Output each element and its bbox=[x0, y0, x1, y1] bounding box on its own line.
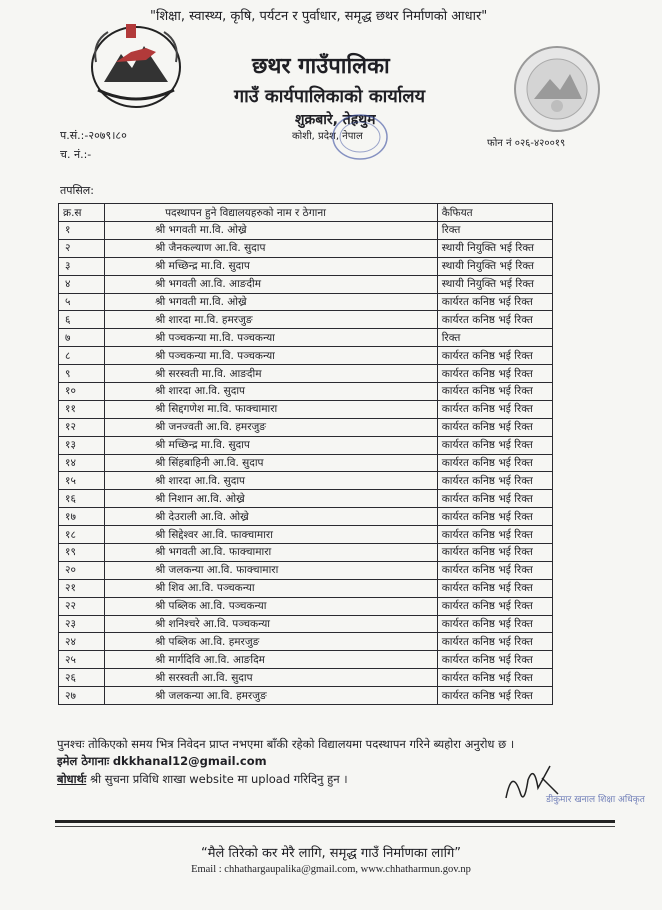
row-serial: ७ bbox=[59, 329, 105, 347]
row-school: श्री सरस्वती मा.वि. आङदीम bbox=[105, 365, 438, 383]
table-row bbox=[59, 222, 553, 240]
row-school: श्री निशान आ.वि. ओख्रे bbox=[105, 490, 438, 508]
row-remarks: कार्यरत कनिष्ठ भई रिक्त bbox=[437, 383, 552, 401]
row-remarks: कार्यरत कनिष्ठ भई रिक्त bbox=[437, 687, 552, 705]
row-remarks: कार्यरत कनिष्ठ भई रिक्त bbox=[437, 544, 552, 562]
row-remarks: कार्यरत कनिष्ठ भई रिक्त bbox=[437, 400, 552, 418]
header-serial: क्र.स bbox=[59, 204, 105, 222]
row-school: श्री मच्छिन्द्र मा.वि. सुदाप bbox=[105, 257, 438, 275]
row-remarks: कार्यरत कनिष्ठ भई रिक्त bbox=[437, 508, 552, 526]
row-school: श्री सिद्देश्वर आ.वि. फाक्चामारा bbox=[105, 526, 438, 544]
row-remarks: कार्यरत कनिष्ठ भई रिक्त bbox=[437, 365, 552, 383]
details-label: तपसिल: bbox=[60, 184, 94, 197]
row-remarks: कार्यरत कनिष्ठ भई रिक्त bbox=[437, 615, 552, 633]
row-serial: १५ bbox=[59, 472, 105, 490]
table-row bbox=[59, 615, 553, 633]
row-remarks: कार्यरत कनिष्ठ भई रिक्त bbox=[437, 597, 552, 615]
table-row bbox=[59, 669, 553, 687]
row-serial: १३ bbox=[59, 436, 105, 454]
row-serial: ३ bbox=[59, 257, 105, 275]
row-serial: ५ bbox=[59, 293, 105, 311]
phone-number: फोन नं ०२६-४२००१९ bbox=[487, 138, 566, 149]
row-serial: २६ bbox=[59, 669, 105, 687]
table-row bbox=[59, 633, 553, 651]
row-remarks: स्थायी नियुक्ति भई रिक्त bbox=[437, 239, 552, 257]
signature-stamp-text: डीकुमार खनाल शिक्षा अधिकृत bbox=[546, 795, 645, 805]
row-serial: १८ bbox=[59, 526, 105, 544]
header-school: पदस्थापन हुने विद्यालयहरुको नाम र ठेगाना bbox=[105, 204, 438, 222]
motto-tagline: "शिक्षा, स्वास्थ्य, कृषि, पर्यटन र पुर्वाधार, समृद्ध छथर निर्माणको आधार" bbox=[150, 9, 488, 24]
row-school: श्री भगवती मा.वि. ओख्रे bbox=[105, 293, 438, 311]
email-label: इमेल ठेगानाः bbox=[57, 754, 110, 768]
footer-divider-thin bbox=[55, 826, 615, 827]
row-serial: २४ bbox=[59, 633, 105, 651]
row-remarks: कार्यरत कनिष्ठ भई रिक्त bbox=[437, 347, 552, 365]
row-school: श्री शारदा मा.वि. हमरजुङ bbox=[105, 311, 438, 329]
row-remarks: कार्यरत कनिष्ठ भई रिक्त bbox=[437, 418, 552, 436]
row-serial: १० bbox=[59, 383, 105, 401]
row-remarks: स्थायी नियुक्ति भई रिक्त bbox=[437, 257, 552, 275]
row-school: श्री देउराली आ.वि. ओख्रे bbox=[105, 508, 438, 526]
row-school: श्री जैनकल्याण आ.वि. सुदाप bbox=[105, 239, 438, 257]
row-school: श्री भगवती आ.वि. आङदीम bbox=[105, 275, 438, 293]
row-school: श्री शारदा आ.वि. सुदाप bbox=[105, 383, 438, 401]
row-school: श्री जलकन्या आ.वि. फाक्चामारा bbox=[105, 561, 438, 579]
row-remarks: कार्यरत कनिष्ठ भई रिक्त bbox=[437, 579, 552, 597]
location-line-1: शुक्रबारे, तेह्रथुम bbox=[295, 112, 376, 128]
table-row bbox=[59, 400, 553, 418]
table-row bbox=[59, 275, 553, 293]
table-row bbox=[59, 454, 553, 472]
table-row bbox=[59, 239, 553, 257]
row-school: श्री पञ्चकन्या मा.वि. पञ्चकन्या bbox=[105, 347, 438, 365]
row-remarks: रिक्त bbox=[437, 222, 552, 240]
table-row bbox=[59, 365, 553, 383]
row-serial: ११ bbox=[59, 400, 105, 418]
table-row bbox=[59, 347, 553, 365]
row-serial: २ bbox=[59, 239, 105, 257]
row-remarks: कार्यरत कनिष्ठ भई रिक्त bbox=[437, 293, 552, 311]
row-school: श्री शनिश्चरे आ.वि. पञ्चकन्या bbox=[105, 615, 438, 633]
row-school: श्री मच्छिन्द्र मा.वि. सुदाप bbox=[105, 436, 438, 454]
round-seal-stamp bbox=[512, 44, 602, 134]
row-remarks: कार्यरत कनिष्ठ भई रिक्त bbox=[437, 490, 552, 508]
table-row bbox=[59, 687, 553, 705]
row-school: श्री शिव आ.वि. पञ्चकन्या bbox=[105, 579, 438, 597]
location-line-2: कोशी, प्रदेश, नेपाल bbox=[292, 131, 363, 142]
row-remarks: स्थायी नियुक्ति भई रिक्त bbox=[437, 275, 552, 293]
row-remarks: कार्यरत कनिष्ठ भई रिक्त bbox=[437, 526, 552, 544]
row-serial: १६ bbox=[59, 490, 105, 508]
school-vacancy-table bbox=[58, 203, 553, 705]
row-school: श्री सिंहबाहिनी आ.वि. सुदाप bbox=[105, 454, 438, 472]
footer-contact: Email : chhathargaupalika@gmail.com, www.chhatharmun.gov.np bbox=[191, 864, 471, 875]
row-serial: १७ bbox=[59, 508, 105, 526]
office-name: गाउँ कार्यपालिकाको कार्यालय bbox=[234, 86, 426, 107]
office-stamp-mark bbox=[330, 112, 390, 162]
email-line bbox=[57, 754, 267, 769]
row-school: श्री सिद्दगणेश मा.वि. फाक्चामारा bbox=[105, 400, 438, 418]
row-remarks: कार्यरत कनिष्ठ भई रिक्त bbox=[437, 436, 552, 454]
row-serial: २१ bbox=[59, 579, 105, 597]
header-remarks: कैफियत bbox=[437, 204, 552, 222]
row-serial: ६ bbox=[59, 311, 105, 329]
info-text: श्री सुचना प्रविधि शाखा website मा upload गरिदिनु हुन । bbox=[89, 772, 348, 786]
row-remarks: कार्यरत कनिष्ठ भई रिक्त bbox=[437, 311, 552, 329]
table-row bbox=[59, 293, 553, 311]
row-serial: १२ bbox=[59, 418, 105, 436]
table-header-row bbox=[59, 204, 553, 222]
municipality-emblem-logo bbox=[86, 22, 186, 112]
row-school: श्री मार्गदिवि आ.वि. आङदिम bbox=[105, 651, 438, 669]
footer-divider-thick bbox=[55, 820, 615, 823]
row-serial: २० bbox=[59, 561, 105, 579]
row-remarks: कार्यरत कनिष्ठ भई रिक्त bbox=[437, 669, 552, 687]
row-serial: ४ bbox=[59, 275, 105, 293]
table-row bbox=[59, 508, 553, 526]
row-school: श्री पब्लिक आ.वि. हमरजुङ bbox=[105, 633, 438, 651]
row-serial: २७ bbox=[59, 687, 105, 705]
municipality-name: छथर गाउँपालिका bbox=[252, 54, 390, 79]
row-remarks: कार्यरत कनिष्ठ भई रिक्त bbox=[437, 633, 552, 651]
row-school: श्री शारदा आ.वि. सुदाप bbox=[105, 472, 438, 490]
signature-mark bbox=[498, 758, 645, 818]
table-row bbox=[59, 329, 553, 347]
table-row bbox=[59, 579, 553, 597]
table-row bbox=[59, 383, 553, 401]
table-row bbox=[59, 490, 553, 508]
table-row bbox=[59, 651, 553, 669]
row-serial: २५ bbox=[59, 651, 105, 669]
table-row bbox=[59, 597, 553, 615]
reference-number: प.सं.:-२०७९।८० bbox=[60, 129, 127, 142]
row-serial: २२ bbox=[59, 597, 105, 615]
table-row bbox=[59, 418, 553, 436]
row-school: श्री जनज्वती आ.वि. हमरजुङ bbox=[105, 418, 438, 436]
info-line bbox=[57, 772, 348, 787]
table-row bbox=[59, 436, 553, 454]
row-school: श्री भगवती आ.वि. फाक्चामारा bbox=[105, 544, 438, 562]
info-label: बोधार्थः bbox=[57, 772, 87, 786]
table-row bbox=[59, 257, 553, 275]
row-remarks: कार्यरत कनिष्ठ भई रिक्त bbox=[437, 472, 552, 490]
row-remarks: रिक्त bbox=[437, 329, 552, 347]
row-serial: २३ bbox=[59, 615, 105, 633]
row-remarks: कार्यरत कनिष्ठ भई रिक्त bbox=[437, 561, 552, 579]
postscript-note: पुनश्चः तोकिएको समय भित्र निवेदन प्राप्त नभएमा बाँकी रहेको विद्यालयमा पदस्थापन गरिने ब्यहोरा अनुरोध छ । bbox=[57, 737, 515, 751]
table-row bbox=[59, 311, 553, 329]
row-school: श्री सरस्वती आ.वि. सुदाप bbox=[105, 669, 438, 687]
row-school: श्री पञ्चकन्या मा.वि. पञ्चकन्या bbox=[105, 329, 438, 347]
table-row bbox=[59, 472, 553, 490]
row-remarks: कार्यरत कनिष्ठ भई रिक्त bbox=[437, 651, 552, 669]
table-row bbox=[59, 544, 553, 562]
row-remarks: कार्यरत कनिष्ठ भई रिक्त bbox=[437, 454, 552, 472]
email-address: dkkhanal12@gmail.com bbox=[112, 754, 267, 768]
row-school: श्री जलकन्या आ.वि. हमरजुङ bbox=[105, 687, 438, 705]
row-school: श्री भगवती मा.वि. ओख्रे bbox=[105, 222, 438, 240]
row-serial: १९ bbox=[59, 544, 105, 562]
row-school: श्री पब्लिक आ.वि. पञ्चकन्या bbox=[105, 597, 438, 615]
footer-slogan: “मैले तिरेको कर मेरै लागि, समृद्ध गाउँ निर्माणका लागि” bbox=[200, 846, 462, 861]
row-serial: १ bbox=[59, 222, 105, 240]
dispatch-number: च. नं.:- bbox=[60, 148, 92, 161]
row-serial: ८ bbox=[59, 347, 105, 365]
row-serial: १४ bbox=[59, 454, 105, 472]
table-row bbox=[59, 526, 553, 544]
row-serial: ९ bbox=[59, 365, 105, 383]
table-row bbox=[59, 561, 553, 579]
